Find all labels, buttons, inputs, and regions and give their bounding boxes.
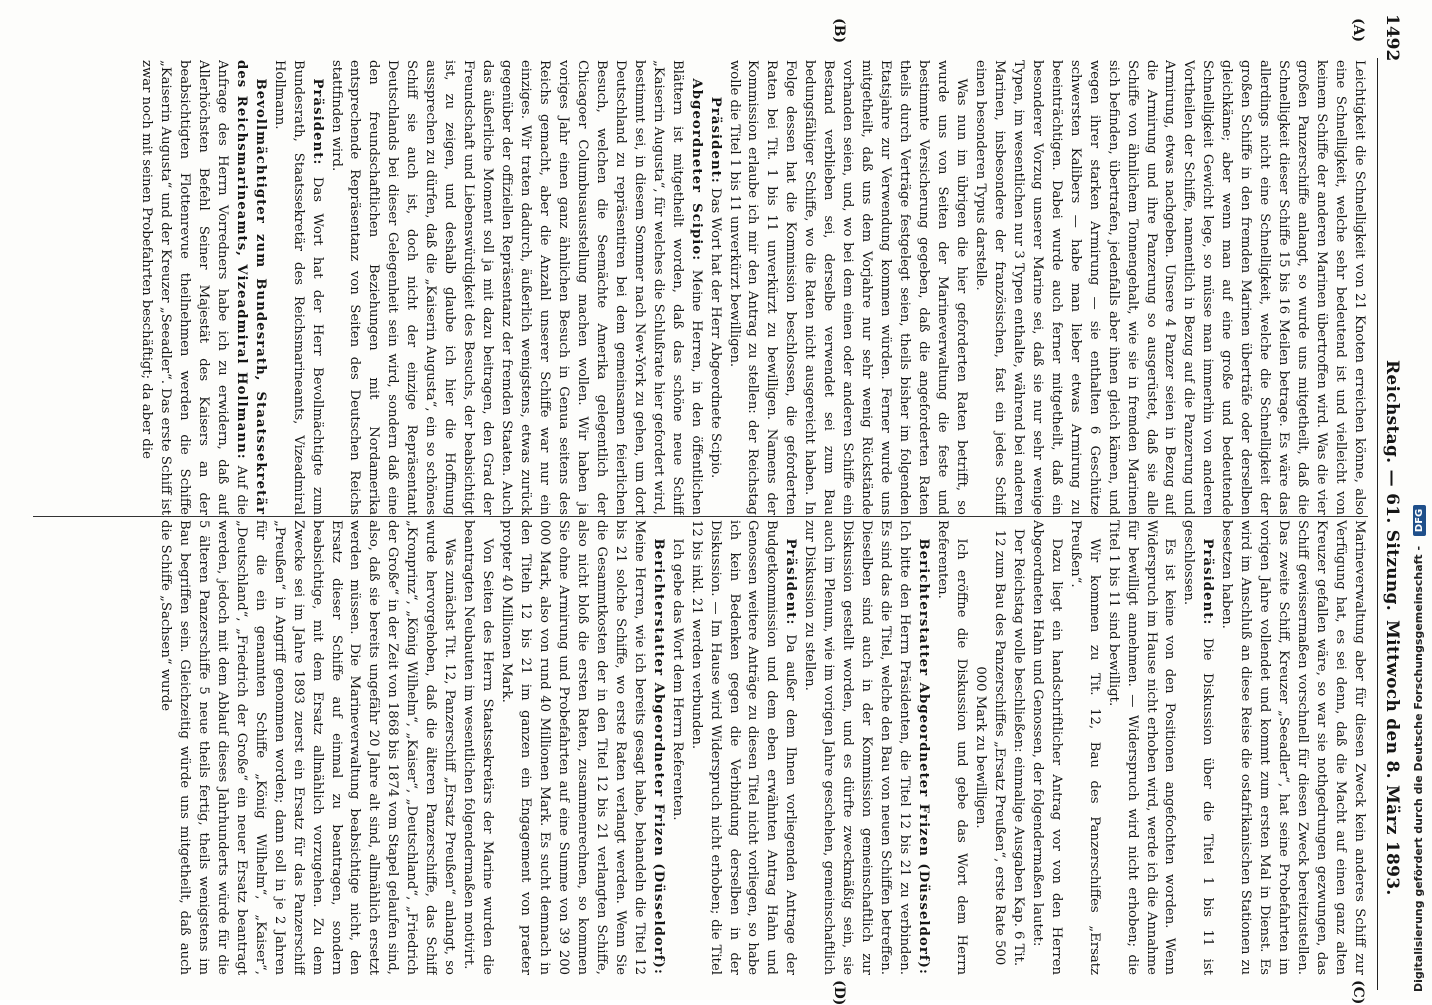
- right-column: [33, 520, 1368, 975]
- paragraph-text: Ich bitte den Herrn Präsidenten, die Titel 12 bis 21 zu verbinden. Es sind das die Titel, welche den Bau von neuen Schiffen betreffen. Dieselben sind auch in der Kommission gemeinschaftlich zur Diskussion gestellt worden, und es dürfte zweckmäßig sein, sie auch im Plenum, wie im vorigen Jahre geschehen, gemeinschaftlich zur Diskussion zu stellen.: [802, 520, 913, 975]
- right-paragraph: [1103, 520, 1179, 975]
- left-paragraph: [136, 60, 269, 515]
- left-paragraph: [970, 60, 1368, 515]
- paragraph-text: Marineverwaltung aber für diesen Zweck kein anderes Schiff zur Verfügung hat, es sei denn, daß die Macht auf einen ganz alten Kreuzer gefallen wäre, so war sie nothgedrungen gezwungen, das Schiff gewissermaßen vorschnell für diesen Zweck bereitzustellen. Das zweite Schiff, Kreuzer „Seeadler“, hat seine Probefahrten im vorigen Jahre vollendet und kommt zum ersten Mal in Dienst. Es wird im Anschluß an diese Reise die ostafrikanischen Stationen zu besetzen haben.: [1219, 520, 1367, 975]
- margin-mark-b: (B): [831, 18, 847, 44]
- paragraph-text: Es ist keine von den Positionen angefochten worden. Wenn Widerspruch im Hause nicht erhoben wird, werde ich die Annahme für bewilligt annehmen. — Widerspruch wird nicht erhoben; die Titel 1 bis 11 sind bewilligt.: [1105, 520, 1178, 975]
- paragraph-text: Was zunächst Tit. 12, Panzerschiff „Ersatz Preußen“ anlangt, so wurde hervorgehoben, daß die älteren Panzerschiffe, das Schiff „Kronprinz“, „König Wilhelm“, „Kaiser“, „Deutschland“, „Friedrich der Große“ in der Zeit von 1868 bis 1874 vom Stapel gelaufen sind, also, daß sie bereits ungefähr 20 Jahre alt sind, allmählich ersetzt werden müssen. Die Marineverwaltung beabsichtige nicht, den Ersatz dieser Schiffe auf einmal zu beantragen, sondern beabsichtige, mit dem Ersatz allmählich vorzugehen. Zu dem Zwecke sei im Jahre 1893 zuerst ein Ersatz für das Panzerschiff „Preußen“ in Angriff genommen worden; dann soll in je 2 Jahren für die ein genannten Schiffe „König Wilhelm“, „Kaiser“, „Deutschland“, „Friedrich der Große“ ein neuer Ersatz beantragt werden, jedoch mit dem Ablauf dieses Jahrhunderts würde für die 5 älteren Panzerschiffe 5 neue theils fertig, theils wenigstens im Bau begriffen sein. Gleichzeitig würde uns mitgetheilt, daß auch die Schiffe „Sachsen“ wurde: [157, 520, 458, 975]
- speaker-name: Bevollmächtigter zum Bundesrath, Staatssekretär des Reichsmarineamts, Vizeadmiral Hollmann:: [233, 60, 268, 515]
- paragraph-text: Da außer dem Ihnen vorliegenden Antrage der Budgetkommission und dem eben erwähnten Antrag Hahn und Genossen weitere Anträge zu diesen Titel nicht vorliegen, so habe ich kein Bedenken gegen die Verbindung derselben in der Diskussion. — Im Hause wird Widerspruch nicht erhoben; die Titel 12 bis inkl. 21 werden verbunden.: [688, 520, 799, 975]
- right-paragraph: [932, 520, 970, 975]
- margin-mark-c: (C): [1350, 980, 1366, 1005]
- right-paragraph: [458, 520, 496, 975]
- digitization-credit: [1412, 0, 1426, 992]
- paragraph-text: Leichtigkeit die Schnelligkeit von 21 Knoten erreichen könne, also eine Schnelligkeit, welche sehr bedeutend ist und vielleicht von keinem Schiffe der anderen Marinen übertroffen wird. Was die vier großen Panzerschiffe anlangt, so wurde uns mitgetheilt, daß die Schnelligkeit dieser Schiffe 15 bis 16 Meilen betrage. Es wäre das allerdings nicht eine Schnelligkeit, welche die Schnelligkeit der großen Schiffe in den fremden Marinen überträfe oder derselben gleichkäme; aber wenn man auf eine große und bedeutende Schnelligkeit Gewicht lege, so müsse man immerhin von anderen Vortheilen der Schiffe, namentlich in Bezug auf die Panzerung und Armirung, etwas nachgeben. Unsere 4 Panzer seien in Bezug auf die Armirung und ihre Panzerung so ausgerüstet, daß sie alle Schiffe von ähnlichem Tonnengehalt, wie sie in fremden Marinen sich befinden, übertrafen, jedenfalls aber ihnen gleich kämen, und wegen ihrer starken Armirung — sie enthalten 6 Geschütze schwersten Kalibers — habe man lieber etwas Armirung zu beeinträchtigen. Dabei wurde auch ferner mitgetheilt, daß ein besonderer Vorzug unserer Marine sei, daß sie nur sehr wenige Typen, im wesentlichen nur 3 Typen enthalte, während bei anderen Marinen, insbesondere der französischen, fast ein jedes Schiff einen besonderen Typus darstelle.: [972, 60, 1367, 515]
- margin-mark-d: (D): [831, 980, 847, 1005]
- paragraph-text: Die Diskussion über die Titel 1 bis 11 ist geschlossen.: [1181, 520, 1216, 975]
- left-paragraph: [705, 60, 724, 515]
- speaker-name: Präsident:: [783, 538, 799, 626]
- right-paragraph: [970, 520, 1027, 975]
- paragraph-text: Der Reichstag wolle beschließen: einmalige Ausgaben Kap. 6 Tit. 12 zum Bau des Panzerschiffes „Ersatz Preußen“, erste Rate 500 000 Mark zu bewilligen.: [972, 528, 1026, 967]
- speaker-name: Präsident:: [707, 96, 723, 184]
- column-divider: [33, 516, 1368, 517]
- paragraph-text: Wir kommen zu Tit. 12, Bau des Panzerschiffes „Ersatz Preußen“.: [1067, 520, 1102, 975]
- paragraph-text: Meine Herren, in den öffentlichen Blättern ist mitgetheilt worden, daß das schöne neue Schiff „Kaiserin Augusta“, für welches die Schlußrate hier gefordert wird, bestimmt sei, in diesem Sommer nach New-York zu gehen, um dort Deutschland zu repräsentiren bei dem gemeinsamen feierlichen Besuch, welchen die Seemächte Amerika gelegentlich der Chicagoer Columbusausstellung machen wollen. Wir haben ja voriges Jahr einen ganz ähnlichen Besuch in Genua seitens des Reichs gemacht, aber die Anzahl unserer Schiffe war nur ein einziges. Wir traten dadurch, äußerlich wenigstens, etwas zurück gegenüber der offiziellen Repräsentanz der fremden Staaten. Auch das äußerliche Moment soll ja mit dazu beitragen, den Grad der Freundschaft und Liebenswürdigkeit des Besuchs, der beabsichtigt ist, zu zeigen, und deshalb glaube ich hier die Hoffnung aussprechen zu dürfen, daß die „Kaiserin Augusta“, ein so schönes Schiff sie auch ist, doch nicht der einzige Repräsentant Deutschlands bei dieser Gelegenheit sein wird, sondern daß eine den freundschaftlichen Beziehungen mit Nordamerika entsprechende Repräsentanz von Seiten des Deutschen Reichs stattfinden wird.: [328, 60, 704, 515]
- paragraph-text: Auf die Anfrage des Herrn Vorredners habe ich zu erwidern, daß auf Allerhöchsten Befehl Seiner Majestät des Kaisers an der beabsichtigten Flottenrevue theilnehmen werden die Schiffe „Kaiserin Augusta“ und der Kreuzer „Seeadler“. Das erste Schiff ist zwar noch mit seinen Probefahrten beschäftigt; da aber die: [139, 60, 249, 515]
- right-paragraph: [1027, 520, 1065, 975]
- paragraph-text: Das Wort hat der Herr Abgeordnete Scipio.: [707, 188, 723, 479]
- paragraph-text: Was nun im übrigen die hier geforderten Raten betrifft, so wurde uns von Seiten der Marineverwaltung die feste und bestimmte Versicherung gegeben, daß die angeforderten Raten theils durch Verträge festgelegt seien, theils bisher im folgenden Etatsjahre zur Verwendung kommen würden. Ferner wurde uns mitgetheilt, daß uns dem Vorjahre nur sehr wenig Rückstände vorhanden seien, und, wo bei dem einen oder anderen Schiffe ein Bestand verblieben sei, derselbe verwendet sei zum Bau bedungsfähiger Schiffe, wo die Raten nicht ausgereicht haben. In Folge dessen hat die Kommission beschlossen, die geforderten Raten bei Tit. 1 bis 11 unverkürzt zu bewilligen. Namens der Kommission erlaube ich mir den Antrag zu stellen: der Reichstag wolle die Titel 1 bis 11 unverkürzt bewilligen.: [726, 60, 969, 515]
- speaker-name: Berichterstatter Abgeordneter Frizen (Düsseldorf):: [916, 538, 932, 975]
- right-paragraph: [1065, 520, 1103, 975]
- paragraph-text: Meine Herren, wie ich bereits gesagt habe, behandeln die Titel 12 bis 21 solche Schiffe, wo erste Raten verlangt werden. Wenn Sie die Gesammtkosten der in den Titel 12 bis 21 verlangten Schiffe, also nicht bloß die ersten Raten, zusammenrechnen, so kommen Sie ohne Armirung und Probefahrten auf eine Summe von 39 200 000 Mark, also von rund 40 Millionen Mark. Es sucht demnach in den Titeln 12 bis 21 im ganzen ein Engagement von praeter propter 40 Millionen Mark.: [499, 520, 647, 975]
- speaker-name: Präsident:: [309, 78, 325, 166]
- header-rule: [1377, 58, 1378, 990]
- paragraph-text: Das Wort hat der Herr Bevollmächtigte zum Bundesrath, Staatssekretär des Reichsmarineamts, Vizeadmiral Hollmann.: [271, 60, 325, 515]
- right-paragraph: [799, 520, 932, 975]
- page-number: 1492: [1382, 14, 1402, 62]
- left-paragraph: [724, 60, 970, 515]
- speaker-name: Berichterstatter Abgeordneter Frizen (Düsseldorf):: [650, 538, 666, 975]
- margin-mark-a: (A): [1350, 18, 1366, 43]
- left-column: [33, 60, 1368, 515]
- speaker-name: Präsident:: [1200, 538, 1216, 626]
- right-paragraph: [686, 520, 800, 975]
- right-paragraph: [1178, 520, 1216, 975]
- left-paragraph: [326, 60, 705, 515]
- paragraph-text: Von Seiten des Herrn Staatssekretärs der Marine wurden die beantragten Neubauten im wesentlichen folgendermaßen motivirt.: [461, 520, 496, 975]
- right-paragraph: [496, 520, 667, 975]
- paragraph-text: Ich gebe das Wort dem Herrn Referenten.: [669, 538, 685, 821]
- right-paragraph: [1216, 520, 1368, 975]
- right-paragraph: [155, 520, 458, 975]
- session-title: Reichstag. — 61. Sitzung.: [1382, 360, 1402, 611]
- paragraph-text: Dazu liegt ein handschriftlicher Antrag vor von den Herren Abgeordneten Hahn und Genossen, der folgendermaßen lautet:: [1029, 520, 1064, 975]
- dfg-logo: DFG: [1413, 505, 1426, 536]
- session-date: Mittwoch den 8. März 1893.: [1382, 620, 1402, 896]
- right-paragraph: [667, 520, 686, 975]
- paragraph-text: Ich eröffne die Diskussion und gebe das Wort dem Herrn Referenten.: [935, 520, 969, 975]
- speaker-name: Abgeordneter Scipio:: [688, 78, 704, 262]
- left-paragraph: [269, 60, 326, 515]
- credit-text: Digitalisierung gefördert durch die Deutsche Forschungsgemeinschaft -: [1412, 545, 1425, 992]
